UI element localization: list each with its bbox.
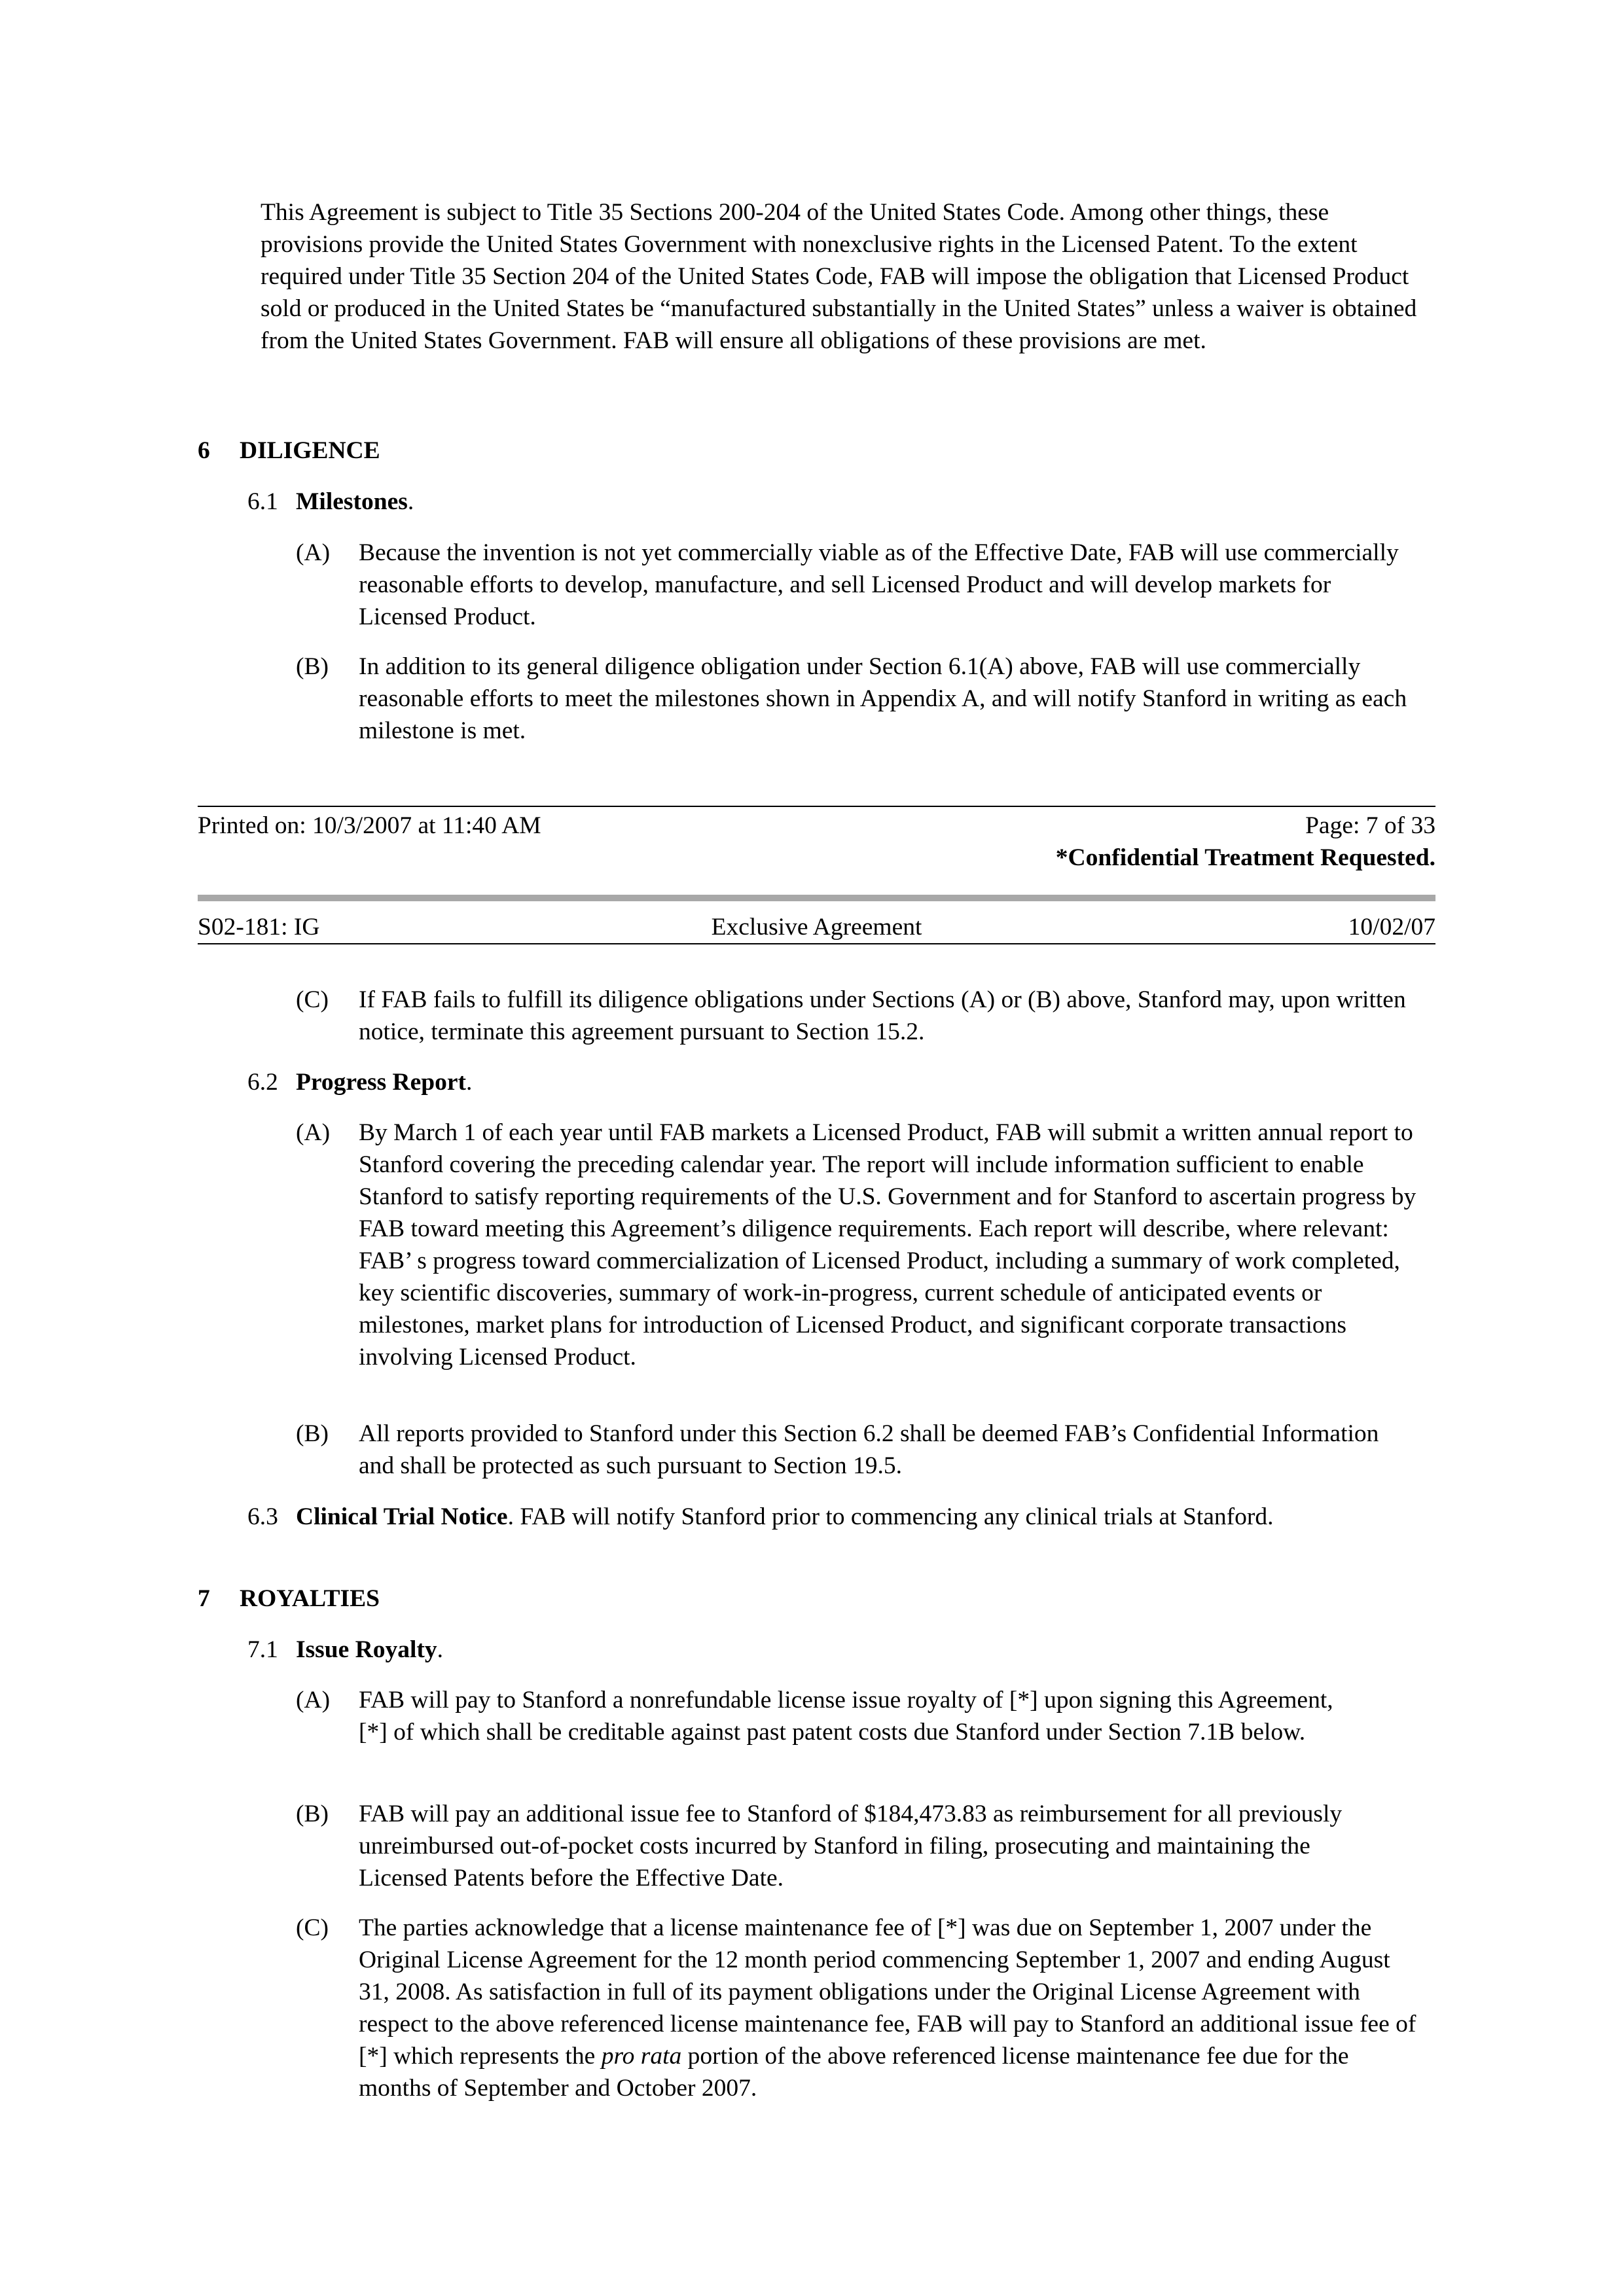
section-6-3-title: Clinical Trial Notice [296, 1503, 508, 1530]
section-6-1-period: . [407, 488, 414, 515]
header-rule [198, 943, 1435, 944]
section-6-1-title: Milestones [296, 488, 408, 515]
section-6-2-period: . [466, 1069, 473, 1096]
item-7-1-c-text-end: portion of the above referenced license maintenance fee due for the months of September and October 2007. [359, 2043, 1349, 2102]
footer-printed-on: Printed on: 10/3/2007 at 11:40 AM [198, 812, 541, 839]
section-6-2-title: Progress Report [296, 1069, 467, 1096]
item-6-2-b-label: (B) [296, 1420, 329, 1447]
item-6-2-a-label: (A) [296, 1119, 331, 1146]
section-6-1-number: 6.1 [247, 488, 278, 515]
item-6-1-c-label: (C) [296, 986, 329, 1013]
section-6-number: 6 [198, 437, 210, 464]
item-6-1-b-text: In addition to its general diligence obligation under Section 6.1(A) above, FAB will use commercially reasonable efforts to meet the milestones shown in Appendix A, and will notify Stanford in writing as each milestone is met. [359, 653, 1407, 744]
section-7-number: 7 [198, 1585, 210, 1612]
item-7-1-c-label: (C) [296, 1914, 329, 1941]
item-7-1-b-text: FAB will pay an additional issue fee to Stanford of $184,473.83 as reimbursement for all previously unreimbursed out-of-pocket costs incurred by Stanford in filing, prosecuting and maintaining the Licensed Patents before the Effective Date. [359, 1801, 1343, 1892]
section-6-2-number: 6.2 [247, 1069, 278, 1096]
header-document-date: 10/02/07 [1348, 914, 1435, 941]
section-6-heading: DILIGENCE [240, 437, 380, 464]
footer-page-number: Page: 7 of 33 [1305, 812, 1435, 839]
section-7-1-period: . [437, 1636, 444, 1663]
item-6-2-a-text: By March 1 of each year until FAB markets a Licensed Product, FAB will submit a written annual report to Stanford covering the preceding calendar year. The report will include information sufficient to enable Stanford to satisfy reporting requirements of the U.S. Government and for Stanford to ascertain progress by FAB toward meeting this Agreement’s diligence requirements. Each report will describe, where relevant: FAB’ s progress toward commercialization of Licensed Product, including a summary of work completed, key scientific discoveries, summary of work-in-progress, current schedule of anticipated events or milestones, market plans for introduction of Licensed Product, and significant corporate transactions involving Licensed Product. [359, 1119, 1416, 1371]
item-7-1-c-text-start: The parties acknowledge that a license maintenance fee of [*] was due on September 1, 2007 under the Original License Agreement for the 12 month period commencing September 1, 2007 and ending August 31, 2008. As satisfaction in full of its payment obligations under the Original License Agreement with respect to the above referenced license maintenance fee, FAB will pay to Stanford an additional issue fee of [*] which represents the [359, 1914, 1416, 2070]
section-6-3-text: . FAB will notify Stanford prior to commencing any clinical trials at Stanford. [507, 1503, 1274, 1530]
item-7-1-c-pro-rata: pro rata [601, 2043, 682, 2070]
section-6-2-heading [296, 1066, 472, 1098]
item-6-1-c-text: If FAB fails to fulfill its diligence obligations under Sections (A) or (B) above, Stanford may, upon written notice, terminate this agreement pursuant to Section 15.2. [359, 986, 1406, 1045]
header-document-ref: S02-181: IG [198, 914, 320, 941]
footer-confidential-notice: *Confidential Treatment Requested. [1055, 844, 1435, 871]
section-7-1-number: 7.1 [247, 1636, 278, 1663]
section-7-heading: ROYALTIES [240, 1585, 380, 1612]
item-7-1-c-text [359, 1912, 1422, 2104]
item-6-2-b-text: All reports provided to Stanford under this Section 6.2 shall be deemed FAB’s Confidential Information and shall be protected as such pursuant to Section 19.5. [359, 1420, 1379, 1479]
header-document-title: Exclusive Agreement [711, 914, 922, 941]
intro-paragraph: This Agreement is subject to Title 35 Sections 200-204 of the United States Code. Among other things, these provisions provide the United States Government with nonexclusive rights in the Licensed Patent. To the extent required under Title 35 Section 204 of the United States Code, FAB will impose the obligation that Licensed Product sold or produced in the United States be “manufactured substantially in the United States” unless a waiver is obtained from the United States Government. FAB will ensure all obligations of these provisions are met. [261, 199, 1417, 354]
item-7-1-a-label: (A) [296, 1687, 331, 1713]
item-7-1-b-label: (B) [296, 1801, 329, 1827]
item-6-1-a-text: Because the invention is not yet commercially viable as of the Effective Date, FAB will use commercially reasonable efforts to develop, manufacture, and sell Licensed Product and will develop markets for Licensed Product. [359, 539, 1399, 630]
item-6-1-a-label: (A) [296, 539, 331, 566]
section-6-3-paragraph [296, 1501, 1435, 1533]
section-7-1-heading [296, 1634, 443, 1666]
footer-rule [198, 806, 1435, 807]
section-6-3-number: 6.3 [247, 1503, 278, 1530]
section-6-1-heading [296, 486, 414, 518]
item-6-1-b-label: (B) [296, 653, 329, 680]
item-7-1-a-text: FAB will pay to Stanford a nonrefundable license issue royalty of [*] upon signing this Agreement, [*] of which shall be creditable against past patent costs due Stanford under Section 7.1B below. [359, 1687, 1333, 1746]
section-7-1-title: Issue Royalty [296, 1636, 437, 1663]
page-break-separator [198, 895, 1435, 901]
